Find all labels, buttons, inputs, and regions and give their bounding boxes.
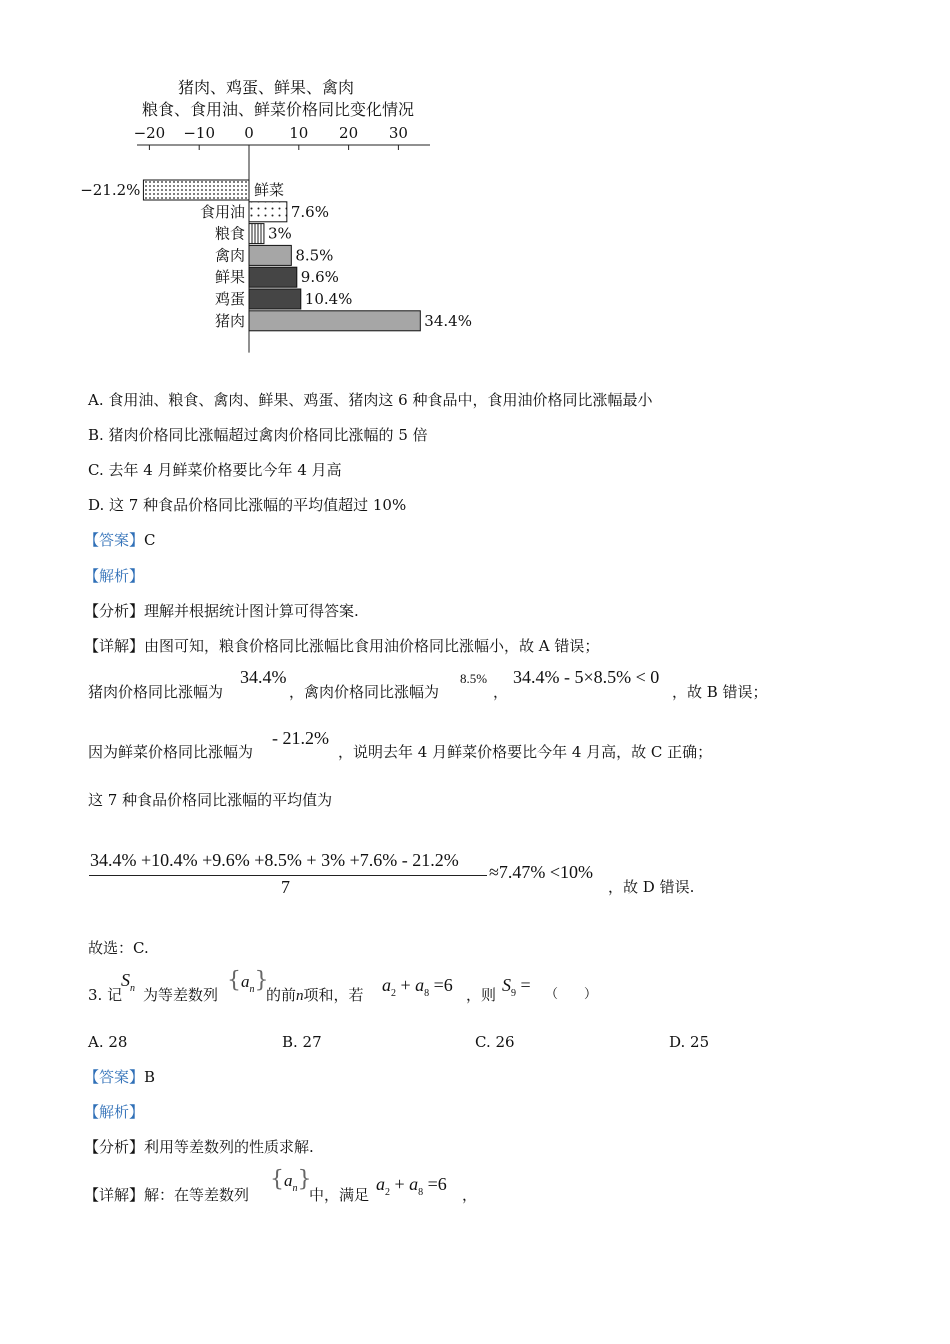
category-label: 鸡蛋 (214, 290, 245, 308)
value-label: 34.4% (424, 311, 472, 330)
q3-s9: $S_9$ = (502, 975, 531, 999)
value-label: 8.5% (295, 246, 334, 265)
fenxi-tag-2: 【分析】 (84, 1138, 145, 1156)
bar-2 (249, 224, 264, 244)
line-b-part3: ， (493, 683, 509, 701)
answer-value: C (144, 531, 156, 549)
q3-sequence: $\{a_n\}$ (227, 968, 269, 995)
category-label: 鲜菜 (254, 181, 285, 199)
fraction-after: ≈7.47% <10% (489, 862, 594, 882)
q3-option-b: B. 27 (282, 1033, 322, 1051)
bar-3 (249, 245, 291, 265)
detail2-part2: 中，满足 (309, 1186, 370, 1204)
bar-0 (143, 180, 249, 200)
answer-line-2 (84, 1067, 155, 1087)
q3-option-a: A. 28 (88, 1033, 128, 1051)
option-d: D. 这 7 种食品价格同比涨幅的平均值超过 10% (88, 496, 407, 514)
chart-title-line1: 猪肉、鸡蛋、鲜果、禽肉 (177, 78, 355, 97)
line-c-part1: 因为鲜菜价格同比涨幅为 (88, 743, 254, 761)
analysis-tag-2: 【解析】 (84, 1103, 145, 1121)
x-tick-label: 20 (339, 124, 359, 142)
q3-part2: 为等差数列 (143, 986, 219, 1004)
line-c-part2: ，说明去年 4 月鲜菜价格要比今年 4 月高，故 C 正确； (338, 743, 713, 761)
q3-option-d: D. 25 (669, 1033, 710, 1051)
fenxi-line-2 (84, 1137, 314, 1157)
fenxi-text: 理解并根据统计图计算可得答案. (144, 602, 359, 620)
value-label: 9.6% (300, 268, 339, 287)
x-tick-label: −20 (133, 124, 166, 142)
detail-tag: 【详解】 (84, 637, 145, 655)
category-label: 猪肉 (214, 311, 245, 330)
bar-1 (249, 202, 287, 222)
option-c: C. 去年 4 月鲜菜价格要比今年 4 月高 (88, 461, 342, 479)
category-label: 鲜果 (214, 268, 245, 287)
line-c-math1: - 21.2% (272, 728, 329, 748)
q3-s-symbol: $S_n$ (121, 970, 135, 994)
x-tick-label: 0 (244, 124, 254, 142)
category-label: 禽肉 (214, 246, 245, 265)
detail-text: 由图可知，粮食价格同比涨幅比食用油价格同比涨幅小，故 A 错误； (144, 637, 600, 655)
fenxi-line-1 (84, 601, 359, 621)
answer-tag: 【答案】 (84, 531, 145, 549)
fenxi-text-2: 利用等差数列的性质求解. (144, 1138, 314, 1156)
value-label: −21.2% (80, 181, 141, 199)
fraction-denominator: 7 (281, 877, 290, 897)
option-b: B. 猪肉价格同比涨幅超过禽肉价格同比涨幅的 5 倍 (88, 426, 428, 444)
q3-option-c: C. 26 (475, 1033, 515, 1051)
fraction-numerator: 34.4% +10.4% +9.6% +8.5% + 3% +7.6% - 21.2% (90, 850, 459, 870)
x-tick-label: 30 (388, 124, 408, 142)
fraction-tail: ，故 D 错误. (608, 878, 695, 896)
answer-value-2: B (144, 1068, 156, 1086)
line-b-part4: ，故 B 错误； (672, 683, 768, 701)
bar-5 (249, 289, 301, 309)
q3-part5: ，则 (466, 986, 497, 1004)
value-label: 10.4% (304, 290, 353, 308)
q3-part1: 3. 记 (88, 986, 123, 1004)
category-label: 粮食 (214, 224, 245, 243)
chart-title-line2: 粮食、食用油、鲜菜价格同比变化情况 (141, 100, 415, 119)
price-change-bar-chart (80, 72, 500, 362)
fenxi-tag: 【分析】 (84, 602, 145, 620)
answer-tag-2: 【答案】 (84, 1068, 145, 1086)
x-tick-label: −10 (183, 124, 216, 142)
bar-4 (249, 267, 297, 287)
detail2-sequence: $\{a_n\}$ (270, 1167, 312, 1194)
analysis-tag-1: 【解析】 (84, 567, 145, 585)
line-d-intro: 这 7 种食品价格同比涨幅的平均值为 (88, 791, 333, 809)
line-b-math2: 8.5% (460, 671, 488, 686)
conclusion-1: 故选：C. (88, 939, 149, 957)
detail2-part1: 【详解】解：在等差数列 (84, 1186, 250, 1204)
q3-paren: （ ） (545, 987, 598, 1002)
q3-part3: 的前n项和，若 (266, 986, 364, 1004)
line-b-math1: 34.4% (240, 667, 287, 687)
detail2-part3: ， (462, 1186, 478, 1204)
x-tick-label: 10 (289, 124, 309, 142)
bar-6 (249, 311, 420, 331)
answer-line-1 (84, 530, 156, 550)
fraction-bar (89, 875, 487, 876)
detail-line-1 (84, 636, 599, 656)
category-label: 食用油 (199, 202, 245, 221)
line-b-part2: ，禽肉价格同比涨幅为 (289, 683, 440, 701)
line-b-part1: 猪肉价格同比涨幅为 (88, 683, 224, 701)
q3-equation: $a_2 + a_8 =6$ (382, 975, 453, 999)
option-a: A. 食用油、粮食、禽肉、鲜果、鸡蛋、猪肉这 6 种食品中，食用油价格同比涨幅最小 (88, 391, 653, 409)
line-b-math3: 34.4% - 5×8.5% < 0 (513, 667, 660, 687)
detail2-equation: $a_2 + a_8 =6$ (376, 1174, 447, 1198)
value-label: 3% (267, 224, 292, 243)
value-label: 7.6% (290, 202, 329, 221)
